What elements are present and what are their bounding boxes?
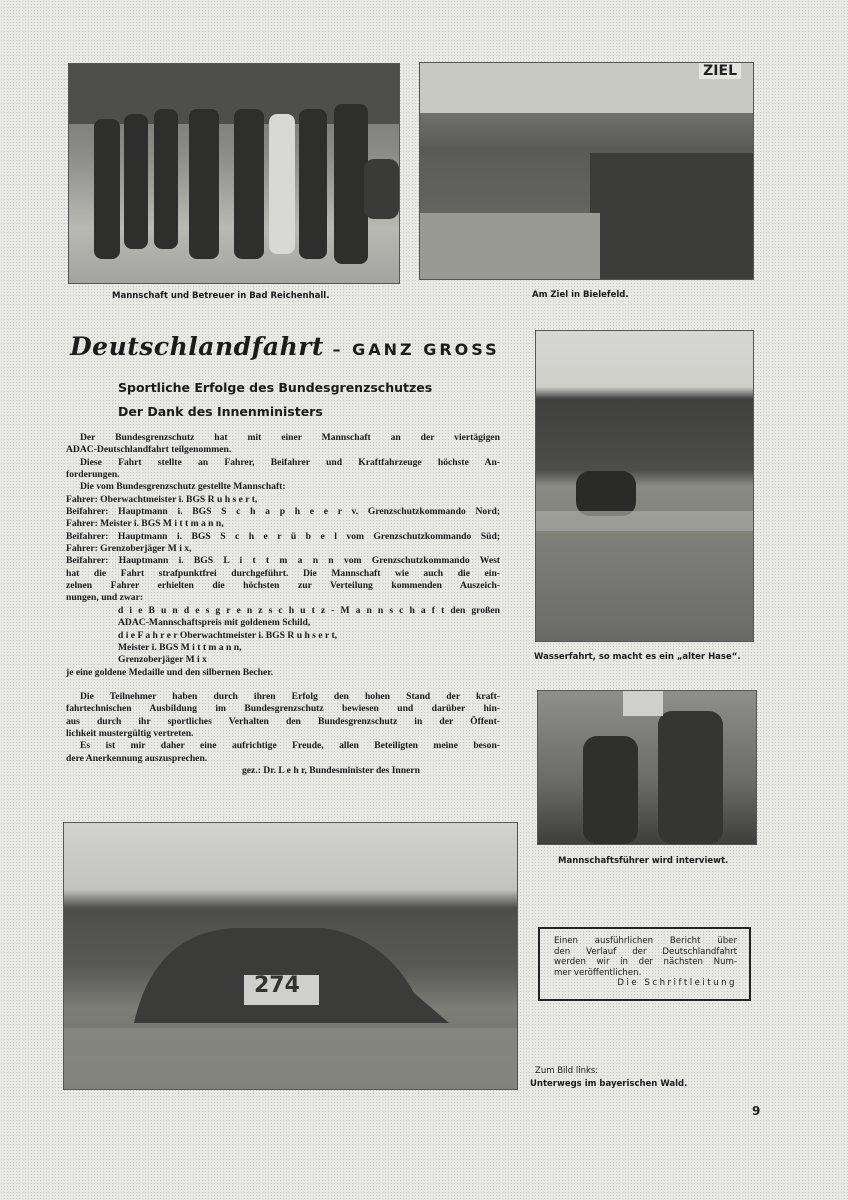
water-crossing-image	[536, 331, 753, 641]
finish-banner-text: ZIEL	[699, 63, 741, 79]
caption-team: Mannschaft und Betreuer in Bad Reichenhall.	[112, 291, 330, 301]
caption-water: Wasserfahrt, so macht es ein „alter Hase“.	[534, 652, 741, 662]
photo-forest	[63, 822, 518, 1090]
photo-team	[68, 63, 400, 284]
team-figures-image	[69, 64, 399, 283]
body-line: Fahrer: Grenzoberjäger M i x,	[66, 543, 192, 555]
body-line: Beifahrer: Hauptmann i. BGS S c h e r ü b e l vom Grenzschutzkommando Süd;	[66, 530, 500, 542]
notice-signature: Die Schriftleitung	[617, 978, 737, 988]
body-line: lichkeit mustergültig vertreten.	[66, 727, 194, 739]
caption-interview: Mannschaftsführer wird interviewt.	[558, 856, 729, 866]
notice-box	[538, 927, 751, 1001]
photo-water	[535, 330, 754, 642]
notice-line: Einen ausführlichen Bericht über	[554, 936, 737, 946]
side-caption-line2: Unterwegs im bayerischen Wald.	[530, 1079, 688, 1089]
photo-interview	[537, 690, 757, 845]
car-in-forest-image	[64, 823, 517, 1089]
body-line: dere Anerkennung auszusprechen.	[66, 752, 208, 764]
interview-image	[538, 691, 756, 844]
paragraph-gap	[66, 679, 500, 691]
body-line: Die Teilnehmer haben durch ihren Erfolg den hohen Stand der kraft-	[80, 690, 500, 702]
body-line: Der Bundesgrenzschutz hat mit einer Mannschaft an der viertägigen	[80, 432, 500, 443]
notice-line: werden wir in der nächsten Num-	[554, 957, 737, 967]
body-line: Fahrer: Meister i. BGS M i t t m a n n,	[66, 518, 224, 530]
title-script: Deutschlandfahrt	[70, 332, 324, 361]
body-line: Grenzoberjäger M i x	[118, 654, 207, 666]
body-line: je eine goldene Medaille und den silbernen Becher.	[66, 666, 273, 678]
body-line: Diese Fahrt stellte an Fahrer, Beifahrer und Kraftfahrzeuge höchste An-	[80, 456, 500, 468]
body-line: aus durch ihr sportliches Verhalten den Bundesgrenzschutz in der Öffent-	[66, 715, 500, 727]
side-caption-line1: Zum Bild links:	[535, 1066, 599, 1076]
subtitle-2: Der Dank des Innenministers	[118, 404, 323, 419]
body-line: d i e F a h r e r Oberwachtmeister i. BGS R u h s e r t,	[118, 629, 338, 641]
body-line: gez.: Dr. L e h r, Bundesminister des Innern	[242, 764, 420, 776]
subtitle-1: Sportliche Erfolge des Bundesgrenzschutzes	[118, 380, 433, 395]
body-line: forderungen.	[66, 469, 120, 481]
body-line: Beifahrer: Hauptmann i. BGS S c h a p h e e r v. Grenzschutzkommando Nord;	[66, 506, 500, 518]
body-line: Die vom Bundesgrenzschutz gestellte Mannschaft:	[80, 481, 286, 493]
notice-line: den Verlauf der Deutschlandfahrt	[554, 946, 737, 957]
body-line: zelnen Fahrer erhielten die höchsten zur Verteilung kommenden Auszeich-	[66, 580, 500, 592]
finish-line-image	[420, 63, 753, 279]
caption-finish: Am Ziel in Bielefeld.	[532, 290, 629, 300]
body-line: Fahrer: Oberwachtmeister i. BGS R u h s e r t,	[66, 493, 258, 505]
body-line: d i e B u n d e s g r e n z s c h u t z - M a n n s c h a f t den großen	[118, 604, 500, 616]
title-caps: GANZ GROSS	[352, 340, 500, 359]
page-number: 9	[752, 1104, 761, 1118]
body-line: fahrtechnischen Ausbildung im Bundesgrenzschutz bewiesen und darüber hin-	[66, 703, 500, 715]
notice-line: mer veröffentlichen.	[554, 967, 642, 978]
title-dash: –	[323, 340, 353, 359]
body-line: ADAC-Mannschaftspreis mit goldenem Schild,	[118, 617, 311, 629]
article-title	[70, 332, 500, 361]
article-body	[66, 432, 500, 777]
body-line: Meister i. BGS M i t t m a n n,	[118, 641, 242, 653]
body-line: Es ist mir daher eine aufrichtige Freude, allen Beteiligten meine beson-	[80, 740, 500, 752]
body-line: nungen, und zwar:	[66, 592, 144, 604]
car-number: 274	[254, 973, 300, 998]
body-line: ADAC-Deutschlandfahrt teilgenommen.	[66, 444, 232, 456]
body-line: Beifahrer: Hauptmann i. BGS L i t t m a n n vom Grenzschutzkommando West	[66, 555, 500, 567]
photo-finish	[419, 62, 754, 280]
body-line: hat die Fahrt strafpunktfrei durchgeführt. Die Mannschaft wie auch die ein-	[66, 567, 500, 579]
